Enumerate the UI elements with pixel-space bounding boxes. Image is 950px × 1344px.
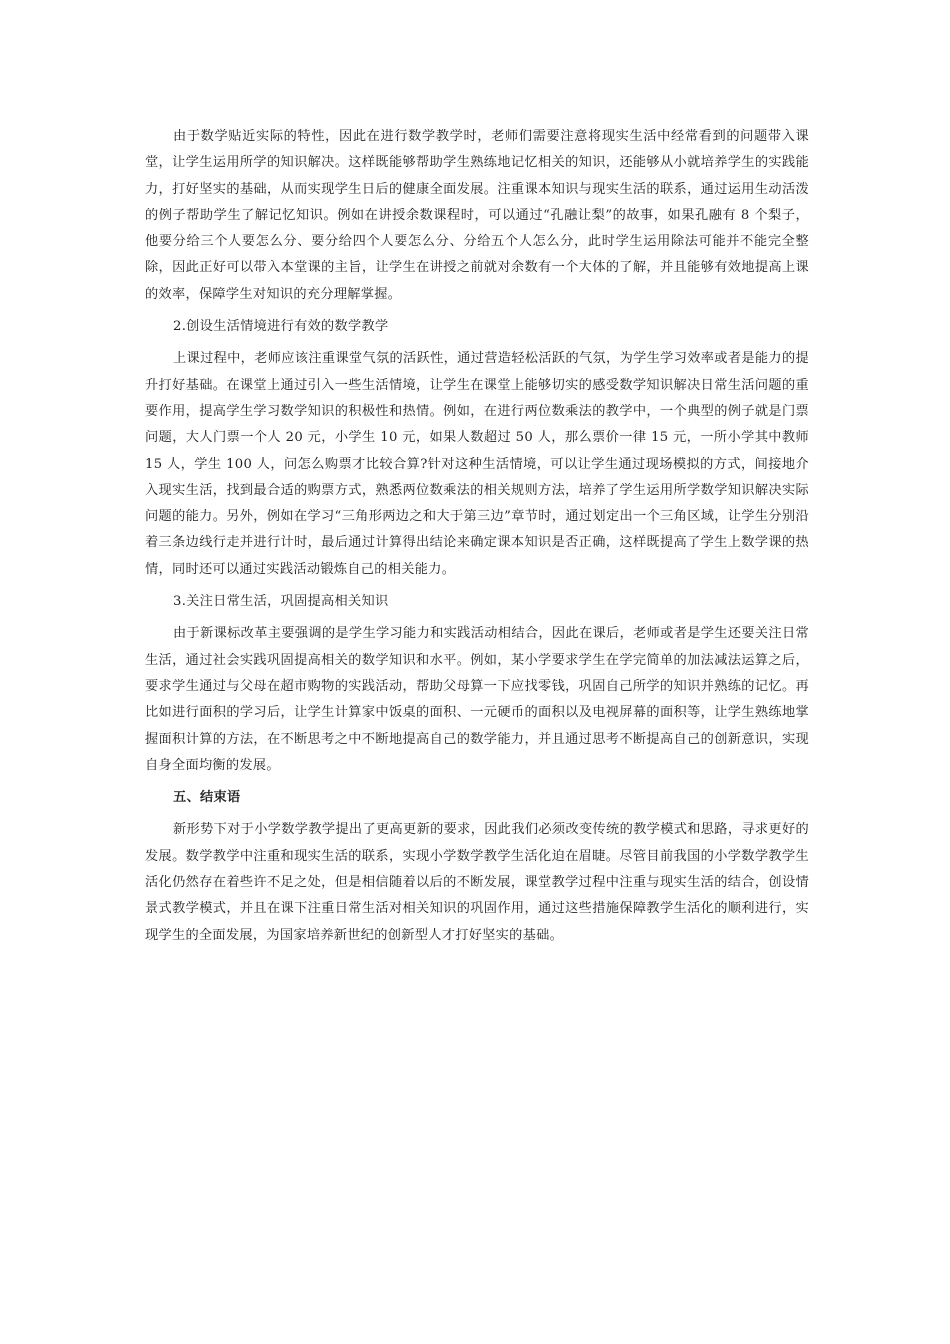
chapter-heading: 五、结束语 — [173, 790, 241, 806]
section-heading: 3.关注日常生活，巩固提高相关知识 — [173, 594, 389, 610]
body-paragraph: 新形势下对于小学数学教学提出了更高更新的要求，因此我们必须改变传统的教学模式和思路，寻求更好的发展。数学教学中注重和现实生活的联系，实现小学数学教学生活化迫在眉睫。尽管目前我国的小学数学教学生活化仍然存在着些许不足之处，但是相信随着以后的不断发展，课堂教学过程中注重与现实生活的结合，创设情景式教学模式，并且在课下注重日常生活对相关知识的巩固作用，通过这些措施保障教学生活化的顺利进行，实现学生的全面发展，为国家培养新世纪的创新型人才打好坚实的基础。 — [145, 822, 809, 943]
section-heading: 2.创设生活情境进行有效的数学教学 — [173, 319, 389, 335]
body-paragraph: 由于新课标改革主要强调的是学生学习能力和实践活动相结合，因此在课后，老师或者是学生还要关注日常生活，通过社会实践巩固提高相关的数学知识和水平。例如，某小学要求学生在学完简单的加法减法运算之后，要求学生通过与父母在超市购物的实践活动，帮助父母算一下应找零钱，巩固自己所学的知识并熟练的记忆。再比如进行面积的学习后，让学生计算家中饭桌的面积、一元硬币的面积以及电视屏幕的面积等，让学生熟练地掌握面积计算的方法，在不断思考之中不断地提高自己的数学能力，并且通过思考不断提高自己的创新意识，实现自身全面均衡的发展。 — [145, 626, 809, 773]
body-paragraph: 由于数学贴近实际的特性，因此在进行数学教学时，老师们需要注意将现实生活中经常看到的问题带入课堂，让学生运用所学的知识解决。这样既能够帮助学生熟练地记忆相关的知识，还能够从小就培养学生的实践能力，打好坚实的基础，从而实现学生日后的健康全面发展。注重课本知识与现实生活的联系，通过运用生动活泼的例子帮助学生了解记忆知识。例如在讲授余数课程时，可以通过“孔融让梨”的故事，如果孔融有 8 个梨子，他要分给三个人要怎么分、要分给四个人要怎么分、分给五个人怎么分，此时学生运用除法可能并不能完全整除，因此正好可以带入本堂课的主旨，让学生在讲授之前就对余数有一个大体的了解，并且能够有效地提高上课的效率，保障学生对知识的充分理解掌握。 — [145, 129, 809, 302]
document-page — [145, 124, 809, 949]
body-paragraph: 上课过程中，老师应该注重课堂气氛的活跃性，通过营造轻松活跃的气氛，为学生学习效率或者是能力的提升打好基础。在课堂上通过引入一些生活情境，让学生在课堂上能够切实的感受数学知识解决日常生活问题的重要作用，提高学生学习数学知识的积极性和热情。例如，在进行两位数乘法的教学中，一个典型的例子就是门票问题，大人门票一个人 20 元，小学生 10 元，如果人数超过 50 人，那么票价一律 15 元，一所小学其中教师 15 人，学生 100 人，问怎么购票才比较合算?针对这种生活情境，可以让学生通过现场模拟的方式，间接地介入现实生活，找到最合适的购票方式，熟悉两位数乘法的相关规则方法，培养了学生运用所学数学知识解决实际问题的能力。另外，例如在学习“三角形两边之和大于第三边”章节时，通过划定出一个三角区域，让学生分别沿着三条边线行走并进行计时，最后通过计算得出结论来确定课本知识是否正确，这样既提高了学生上数学课的热情，同时还可以通过实践活动锻炼自己的相关能力。 — [145, 351, 809, 577]
